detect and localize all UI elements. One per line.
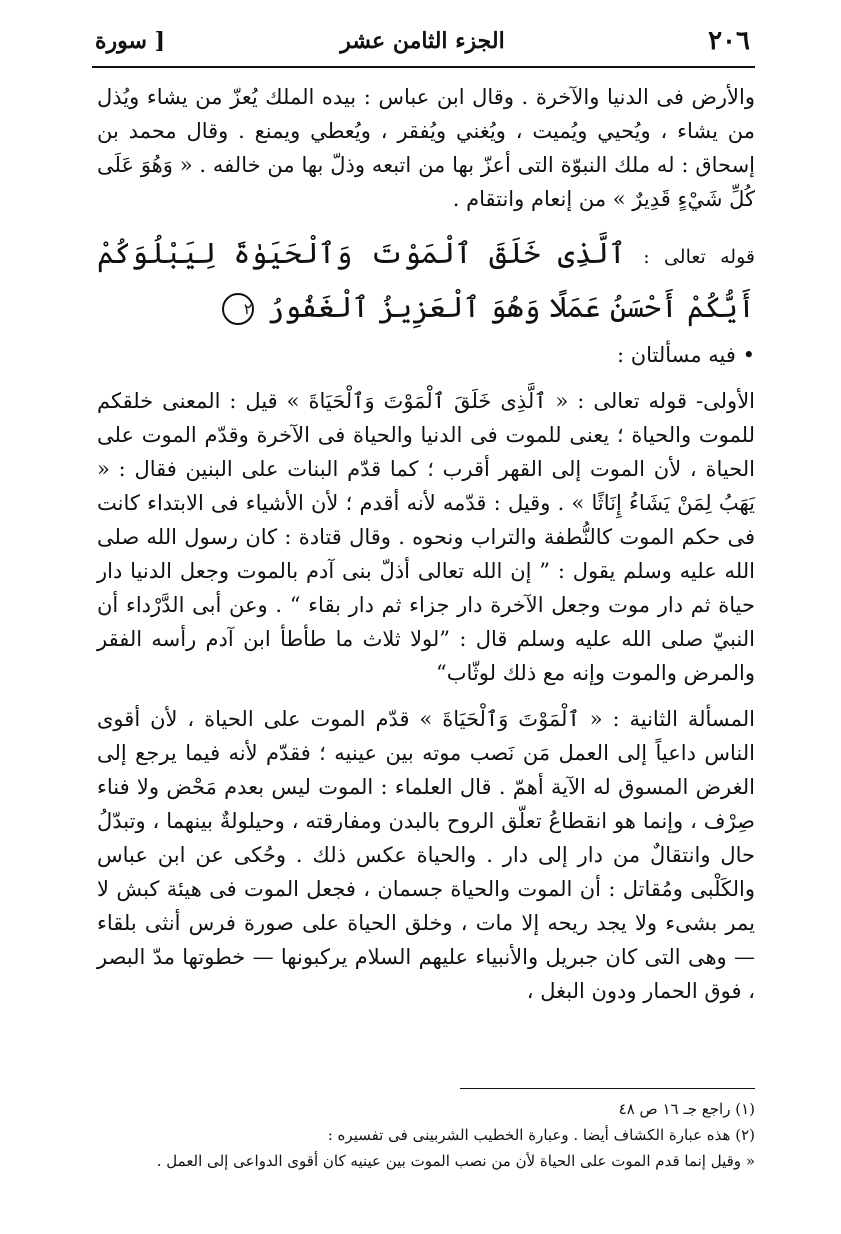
footnotes [97, 1096, 755, 1174]
page-number: ٢٠٦ [708, 26, 750, 56]
footnote-1: (١) راجع جـ ١٦ ص ٤٨ [618, 1100, 755, 1118]
main-text [97, 80, 755, 1020]
verse-intro: قوله تعالى : [643, 246, 755, 268]
verse-text: ٱلَّذِى خَلَقَ ٱلْمَوْتَ وَٱلْحَيَوٰةَ لِيَبْلُوَكُمْ أَيُّكُمْ أَحْسَنُ عَمَلًا وَهُوَ ٱلْعَزِيزُ ٱلْغَفُورُ [97, 236, 755, 324]
verse-block [97, 228, 755, 332]
paragraph-fihi: • فيه مسألتان : [616, 343, 755, 367]
footnote-rule [460, 1088, 755, 1089]
paragraph-3: المسألة الثانية : « ٱلْمَوْتَ وَٱلْحَيَاةَ » قدّم الموت على الحياة ، لأن أقوى الناس داعياً إلى العمل مَن نَصب موته بين عينيه ؛ فقدّم لأنه فيما يرجع إلى الغرض المسوق له الآية أهمّ . قال العلماء : الموت ليس بعدم مَحْض ولا فناء صِرْف ، وإنما هو انقطاعُ تعلّق الروح بالبدن ومفارقته ، وحيلولةٌ بينهما ، وتبدّلُ حال وانتقالٌ من دار إلى دار . والحياة عكس ذلك . وحُكى عن ابن عباس والكَلْبى ومُقاتل : أن الموت والحياة جسمان ، فجعل الموت فى هيئة كبش لا يمر بشىء ولا يجد ريحه إلا مات ، وخلق الحياة على صورة فرس أنثى بلقاء — وهى التى كان جبريل والأنبياء عليهم السلام يركبونها — خطوتها مدّ البصر ، فوق الحمار ودون البغل ، [97, 707, 755, 1003]
page-title: الجزء الثامن عشر [340, 28, 505, 54]
surah-label-text: سورة [95, 28, 147, 54]
header-rule [92, 66, 755, 68]
paragraph-1: والأرض فى الدنيا والآخرة . وقال ابن عباس : بيده الملك يُعزّ من يشاء ويُذل من يشاء ، ويُحيي ويُميت ، ويُغني ويُفقر ، ويُعطي ويمنع . وقال محمد بن إسحاق : له ملك النبوّة التى أعزّ بها من اتبعه وذلّ بها من خالفه . « وَهُوَ عَلَى كُلِّ شَيْءٍ قَدِيرٌ » من إنعام وانتقام . [97, 85, 755, 211]
verse-number: ٢ [222, 293, 254, 325]
paragraph-2: الأولى- قوله تعالى : « ٱلَّذِى خَلَقَ ٱلْمَوْتَ وَٱلْحَيَاةَ » قيل : المعنى خلقكم للموت والحياة ؛ يعنى للموت فى الدنيا والحياة فى الآخرة وقدّم الموت على الحياة ، لأن الموت إلى القهر أقرب ؛ كما قدّم البنات على البنين فقال : « يَهَبُ لِمَنْ يَشَاءُ إِنَاثًا » . وقيل : قدّمه لأنه أقدم ؛ لأن الأشياء فى الابتداء كانت فى حكم الموت كالنُّطفة والتراب ونحوه . وقال قتادة : كان رسول الله صلى الله عليه وسلم يقول : ” إن الله تعالى أذلّ بنى آدم بالموت وجعل الدنيا دار حياة ثم دار موت وجعل الآخرة دار جزاء ثم دار بقاء “ . وعن أبى الدَّرْداء أن النبيّ صلى الله عليه وسلم قال : ”لولا ثلاث ما طأطأ ابن آدم رأسه الفقر والمرض والموت وإنه مع ذلك لوثّاب“ [97, 389, 755, 685]
surah-label: [ سورة [95, 28, 166, 54]
footnote-2: (٢) هذه عبارة الكشاف أيضا . وعبارة الخطيب الشربينى فى تفسيره : [327, 1126, 755, 1144]
page-header [95, 26, 750, 64]
footnote-3: « وقيل إنما قدم الموت على الحياة لأن من نصب الموت بين عينيه كان أقوى الدواعى إلى العمل . [156, 1152, 755, 1170]
